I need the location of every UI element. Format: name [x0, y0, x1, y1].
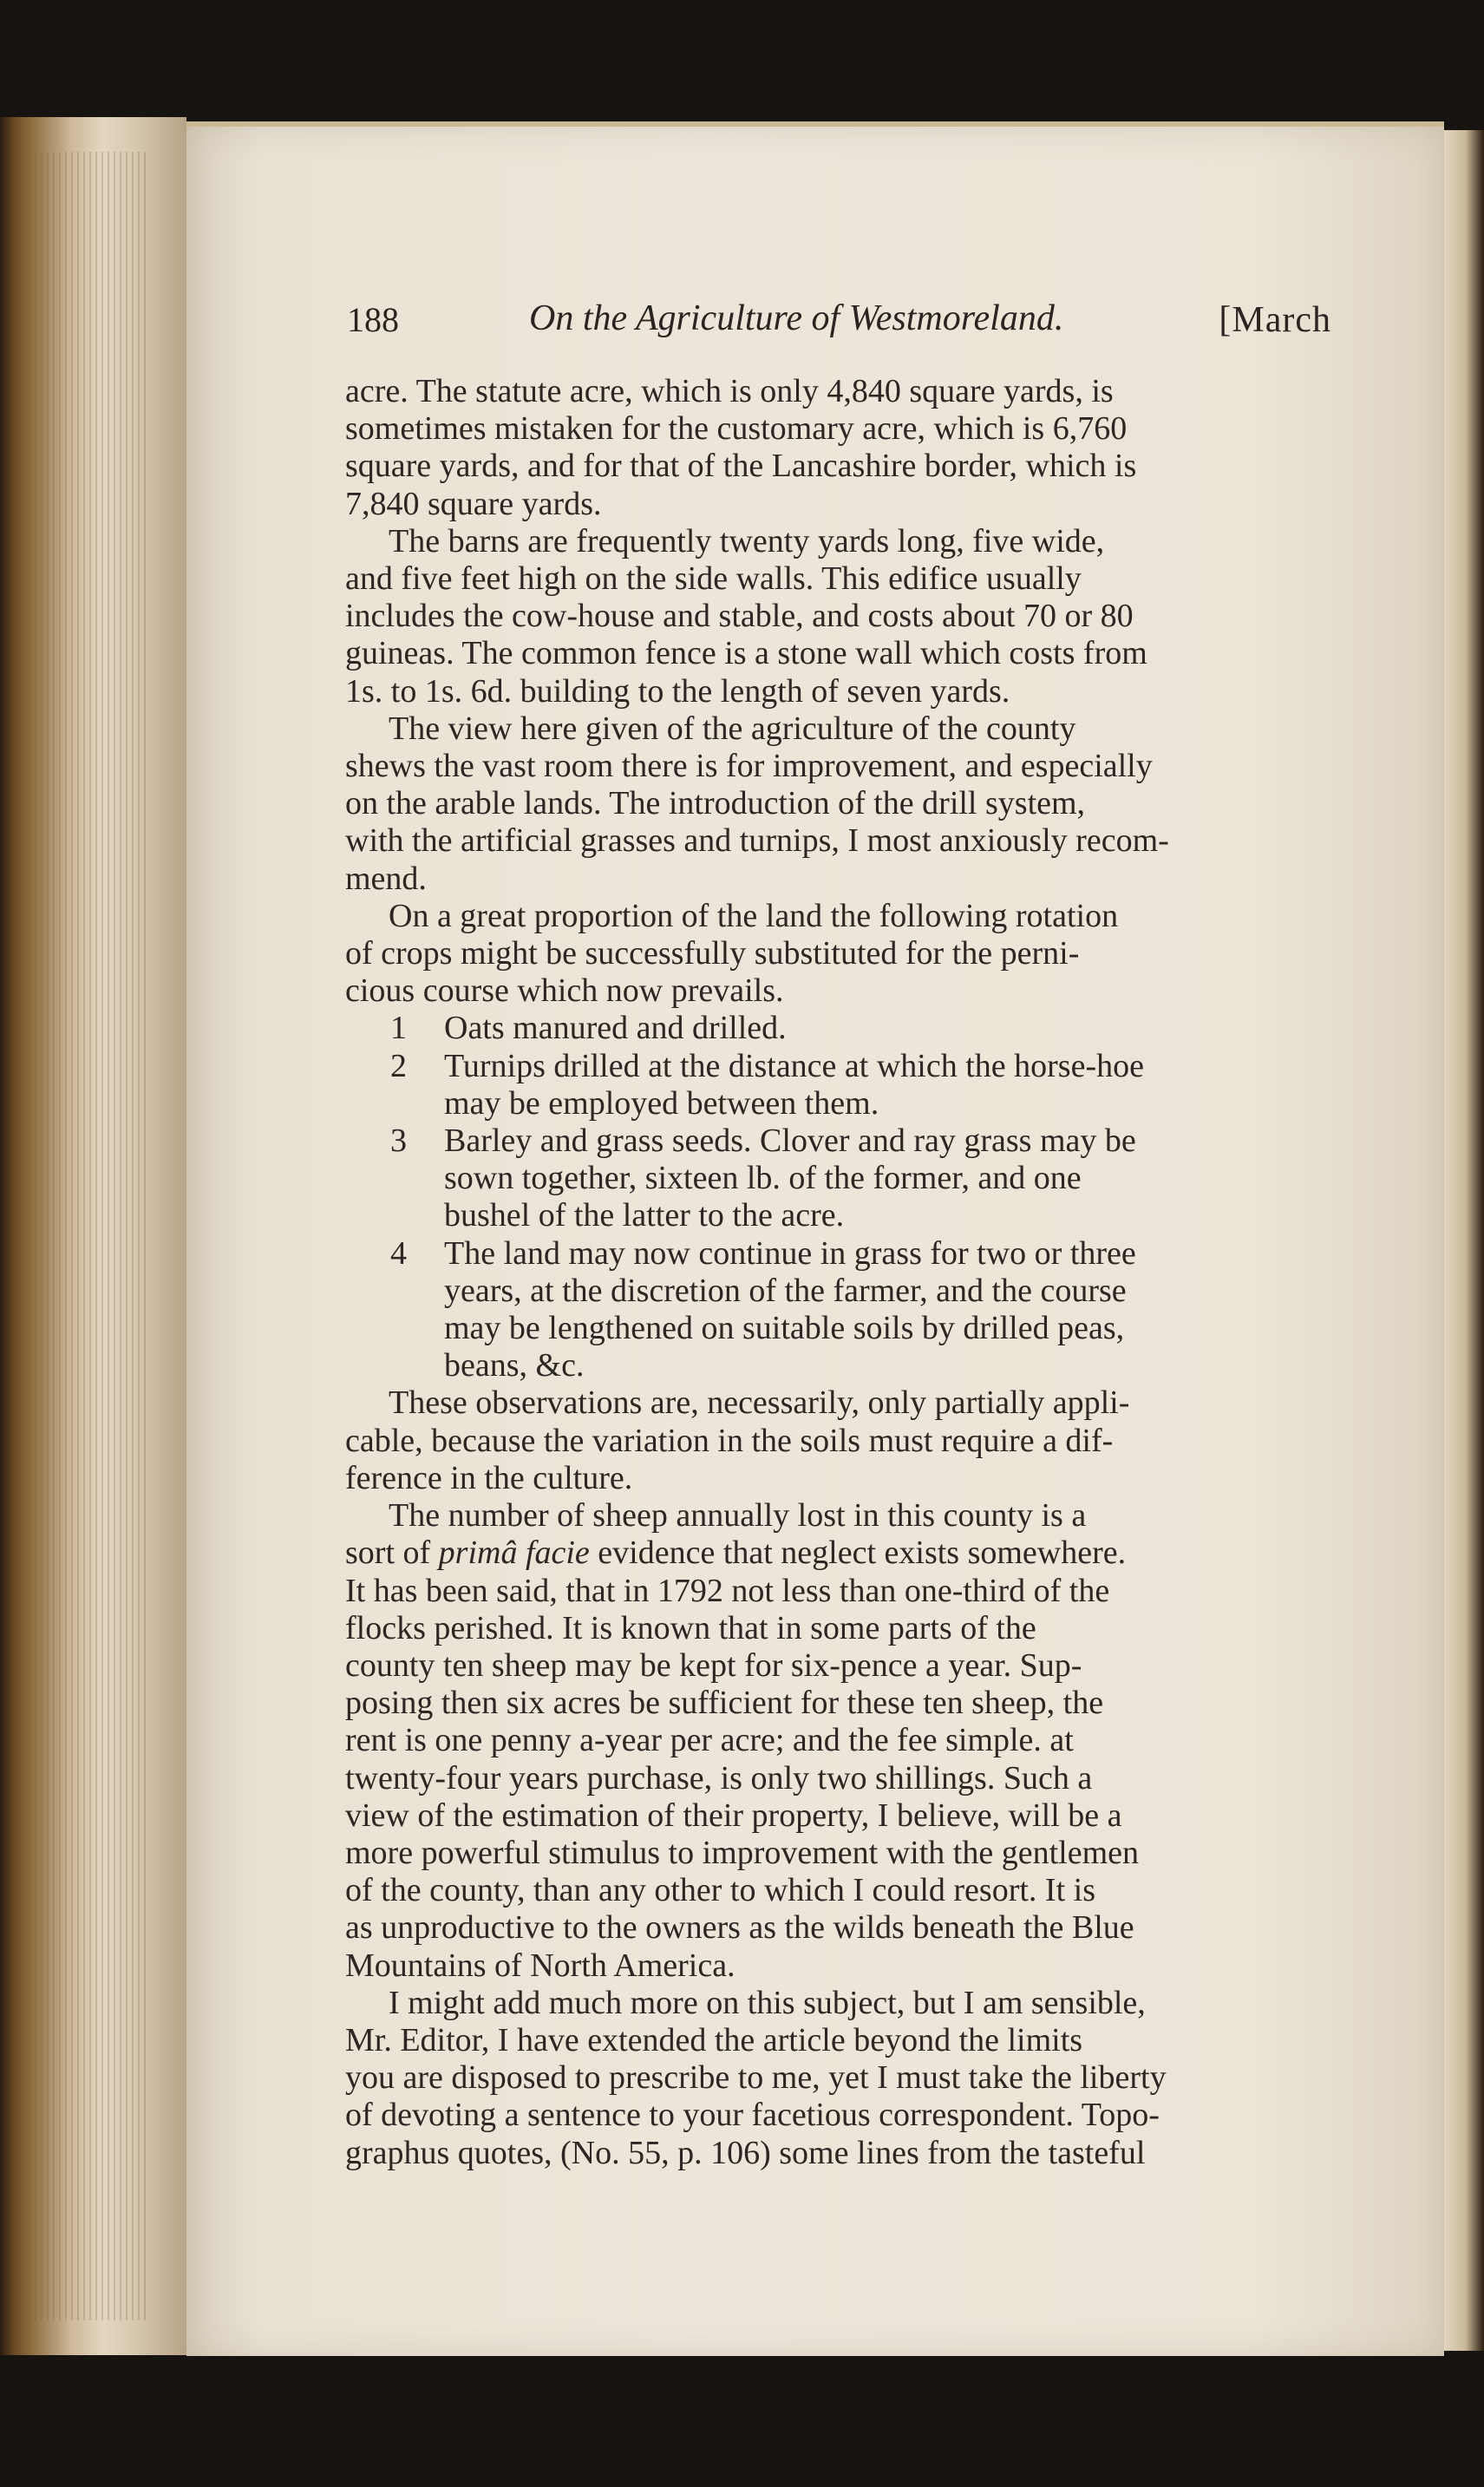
paragraph: [345, 898, 1312, 935]
text-line: Barley and grass seeds. Clover and ray grass may be: [444, 1122, 1136, 1160]
text-line: square yards, and for that of the Lancashire border, which is: [345, 448, 1137, 485]
text-line: Turnips drilled at the distance at which the horse-hoe: [444, 1047, 1144, 1084]
text-line: Mountains of North America.: [345, 1947, 735, 1984]
paragraph-continued: [345, 1535, 1312, 1984]
rotation-number: 1: [390, 1010, 407, 1047]
text-line: graphus quotes, (No. 55, p. 106) some lines from the tasteful: [345, 2134, 1146, 2171]
paragraph-continued: [345, 1423, 1312, 1497]
running-header: [347, 299, 1331, 351]
text-line: includes the cow-house and stable, and costs about 70 or 80: [345, 598, 1134, 635]
text-line: of the county, than any other to which I could resort. It is: [345, 1872, 1095, 1909]
paragraph: [345, 523, 1312, 560]
text-line: 1s. to 1s. 6d. building to the length of seven yards.: [345, 672, 1010, 710]
rotation-item: [345, 1048, 1312, 1122]
text-line: On a great proportion of the land the following rotation: [389, 897, 1119, 934]
text-line: guineas. The common fence is a stone wall which costs from: [345, 635, 1147, 672]
text-line: These observations are, necessarily, only partially appli-: [389, 1384, 1130, 1422]
paragraph: [345, 1497, 1312, 1535]
paragraph-continued: [345, 2022, 1312, 2172]
rotation-text: [434, 1235, 1312, 1385]
paragraph-continued: [345, 560, 1312, 710]
text-line: cable, because the variation in the soils must require a dif-: [345, 1422, 1114, 1459]
paragraph: [345, 1985, 1312, 2022]
text-line: twenty-four years purchase, is only two shillings. Such a: [345, 1759, 1093, 1797]
text-fragment: evidence that neglect exists somewhere.: [589, 1535, 1127, 1572]
text-line: view of the estimation of their property, I believe, will be a: [345, 1797, 1122, 1834]
rotation-number: 4: [390, 1234, 407, 1272]
text-line: sown together, sixteen lb. of the former, and one: [444, 1160, 1082, 1197]
page-number: 188: [347, 300, 399, 339]
text-line: posing then six acres be sufficient for these ten sheep, the: [345, 1685, 1104, 1722]
rotation-number: 2: [390, 1047, 407, 1084]
rotation-item: [345, 1010, 1312, 1047]
paragraph: [345, 1384, 1312, 1422]
text-line: bushel of the latter to the acre.: [444, 1197, 845, 1234]
running-month: [March: [1219, 300, 1331, 340]
text-line: more powerful stimulus to improvement with the gentlemen: [345, 1834, 1139, 1871]
text-line: shews the vast room there is for improvement, and especially: [345, 748, 1153, 785]
rotation-text: [434, 1010, 1312, 1047]
text-line: county ten sheep may be kept for six-pence a year. Sup-: [345, 1646, 1082, 1684]
text-line: may be employed between them.: [444, 1084, 879, 1122]
text-line: I might add much more on this subject, but I am sensible,: [389, 1984, 1146, 2021]
text-line: The land may now continue in grass for two or three: [444, 1234, 1136, 1272]
rotation-text: [434, 1048, 1312, 1122]
text-line: with the artificial grasses and turnips, I most anxiously recom-: [345, 822, 1169, 860]
text-line: rent is one penny a-year per acre; and the fee simple. at: [345, 1722, 1074, 1759]
text-line: years, at the discretion of the farmer, and the course: [444, 1272, 1127, 1309]
text-line: on the arable lands. The introduction of the drill system,: [345, 785, 1086, 822]
book-page-edges-left: [0, 117, 186, 2355]
running-title: On the Agriculture of Westmoreland.: [529, 298, 1064, 338]
paragraph-continued: [345, 935, 1312, 1010]
paragraph-continued: [345, 748, 1312, 898]
text-line-with-italic: [345, 1535, 1312, 1572]
italic-phrase: primâ facie: [438, 1535, 590, 1572]
text-line: and five feet high on the side walls. This edifice usually: [345, 560, 1082, 598]
text-line: acre. The statute acre, which is only 4,840 square yards, is: [345, 373, 1114, 409]
rotation-item: [345, 1122, 1312, 1235]
text-line: as unproductive to the owners as the wilds beneath the Blue: [345, 1909, 1134, 1947]
paragraph: [345, 710, 1312, 748]
text-line: flocks perished. It is known that in some parts of the: [345, 1609, 1036, 1646]
rotation-text: [434, 1122, 1312, 1235]
text-line: ference in the culture.: [345, 1459, 633, 1496]
text-line: beans, &c.: [444, 1347, 585, 1384]
text-line: cious course which now prevails.: [345, 972, 784, 1010]
body-text: [345, 373, 1312, 2172]
text-line: The number of sheep annually lost in this county is a: [389, 1497, 1087, 1535]
text-line: mend.: [345, 860, 427, 897]
text-line: The barns are frequently twenty yards long, five wide,: [389, 522, 1105, 560]
rotation-item: [345, 1235, 1312, 1385]
text-line: may be lengthened on suitable soils by drilled peas,: [444, 1310, 1125, 1347]
text-line: of crops might be successfully substituted for the perni-: [345, 935, 1080, 972]
rotation-number: 3: [390, 1122, 407, 1160]
text-line: It has been said, that in 1792 not less than one-third of the: [345, 1572, 1110, 1609]
text-line: of devoting a sentence to your facetious correspondent. Topo-: [345, 2097, 1160, 2134]
text-line: Oats manured and drilled.: [444, 1010, 787, 1047]
text-line: you are disposed to prescribe to me, yet I must take the liberty: [345, 2059, 1167, 2097]
text-fragment: sort of: [345, 1535, 439, 1572]
text-line: Mr. Editor, I have extended the article beyond the limits: [345, 2021, 1083, 2058]
text-line: The view here given of the agriculture of the county: [389, 710, 1076, 747]
paragraph: [345, 373, 1312, 523]
text-line: sometimes mistaken for the customary acre, which is 6,760: [345, 410, 1128, 448]
text-line: 7,840 square yards.: [345, 485, 602, 522]
